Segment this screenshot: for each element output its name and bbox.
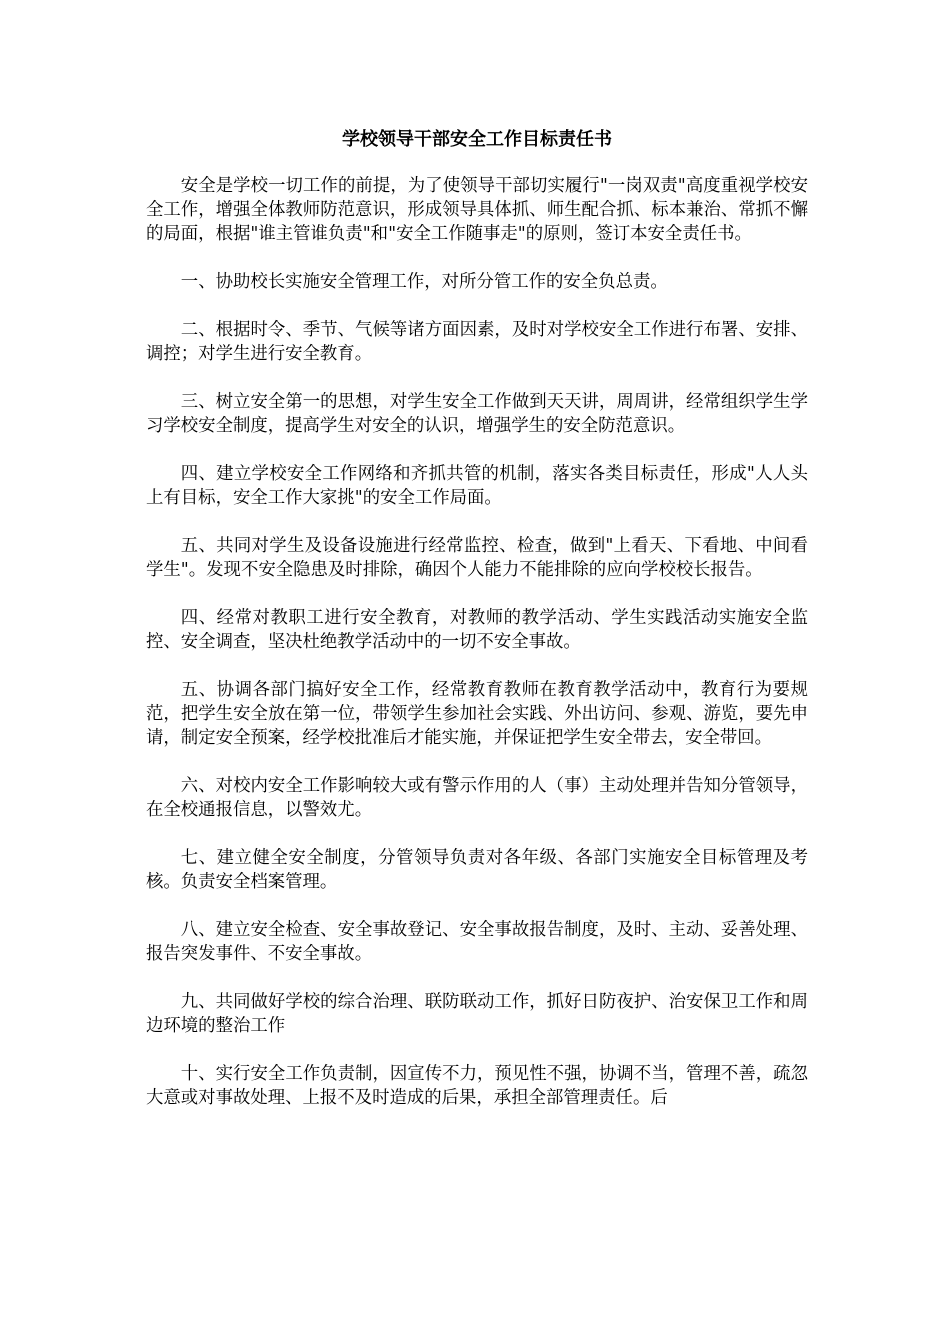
paragraph-10: 八、建立安全检查、安全事故登记、安全事故报告制度，及时、主动、妥善处理、报告突发事件、不安全事故。	[146, 920, 808, 964]
document-title: 学校领导干部安全工作目标责任书	[342, 129, 612, 150]
paragraph-11: 九、共同做好学校的综合治理、联防联动工作，抓好日防夜护、治安保卫工作和周边环境的整治工作	[146, 992, 808, 1036]
document-page	[146, 128, 808, 1134]
paragraph-preamble: 安全是学校一切工作的前提，为了使领导干部切实履行"一岗双责"高度重视学校安全工作，增强全体教师防范意识，形成领导具体抓、师生配合抓、标本兼治、常抓不懈的局面，根据"谁主管谁负责"和"安全工作随事走"的原则，签订本安全责任书。	[146, 176, 808, 244]
paragraph-7: 五、协调各部门搞好安全工作，经常教育教师在教育教学活动中，教育行为要规范，把学生安全放在第一位，带领学生参加社会实践、外出访问、参观、游览，要先申请，制定安全预案，经学校批准后才能实施，并保证把学生安全带去，安全带回。	[146, 680, 808, 748]
paragraph-9: 七、建立健全安全制度，分管领导负责对各年级、各部门实施安全目标管理及考核。负责安全档案管理。	[146, 848, 808, 892]
paragraph-8: 六、对校内安全工作影响较大或有警示作用的人（事）主动处理并告知分管领导，在全校通报信息，以警效尤。	[146, 776, 808, 820]
paragraph-12: 十、实行安全工作负责制，因宣传不力，预见性不强，协调不当，管理不善，疏忽大意或对事故处理、上报不及时造成的后果，承担全部管理责任。后	[146, 1064, 808, 1108]
paragraph-3: 三、树立安全第一的思想，对学生安全工作做到天天讲，周周讲，经常组织学生学习学校安全制度，提高学生对安全的认识，增强学生的安全防范意识。	[146, 392, 808, 436]
paragraph-6: 四、经常对教职工进行安全教育，对教师的教学活动、学生实践活动实施安全监控、安全调查，坚决杜绝教学活动中的一切不安全事故。	[146, 608, 808, 652]
paragraph-2: 二、根据时令、季节、气候等诸方面因素，及时对学校安全工作进行布署、安排、调控；对学生进行安全教育。	[146, 320, 808, 364]
paragraph-5: 五、共同对学生及设备设施进行经常监控、检查，做到"上看天、下看地、中间看学生"。发现不安全隐患及时排除，确因个人能力不能排除的应向学校校长报告。	[146, 536, 808, 580]
paragraph-4: 四、建立学校安全工作网络和齐抓共管的机制，落实各类目标责任，形成"人人头上有目标，安全工作大家挑"的安全工作局面。	[146, 464, 808, 508]
paragraph-1: 一、协助校长实施安全管理工作，对所分管工作的安全负总责。	[180, 272, 668, 292]
